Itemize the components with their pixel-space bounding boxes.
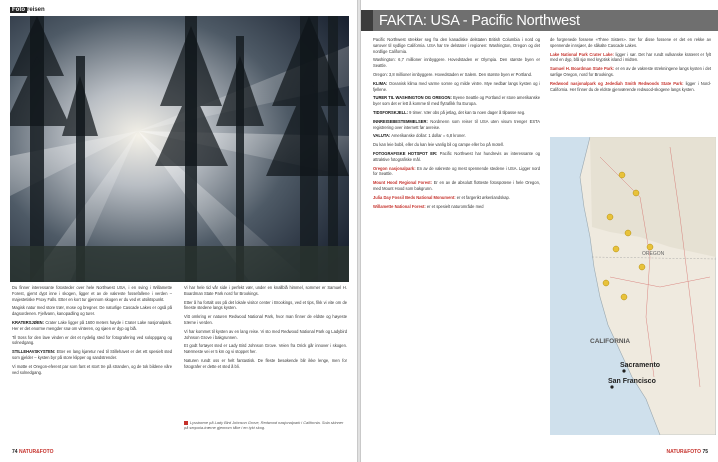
paragraph: [373, 204, 540, 210]
publication-name: NATUR&FOTO: [666, 449, 702, 455]
city-label-sacramento: Sacramento: [620, 362, 661, 369]
paragraph-body: Oceanisk klima med varme somre og milde vintre. Mye nedbør langs kysten og i fjellene.: [373, 80, 540, 92]
publication-name: NATUR&FOTO: [18, 449, 54, 455]
page-folio-right: [667, 449, 709, 455]
paragraph: [373, 95, 540, 107]
paragraph: [550, 52, 711, 64]
left-article-col1: [12, 285, 172, 453]
section-suffix: reisen: [27, 7, 45, 13]
state-label-california: CALIFORNIA: [590, 338, 631, 345]
lead-in: Mount Hood Regional Forest:: [373, 180, 432, 186]
paragraph-body: En av de vakreste og mest spennende stedene i USA. Ligger nord for Seattle.: [373, 165, 540, 177]
paragraph: Vi har kommet til kysten av en lang reise. Vi sto med Redwood National Park og Ladybird Johnson Grove i bakgrunnen.: [184, 328, 347, 340]
lead-in: Samuel H. Boardman State Park:: [550, 66, 615, 72]
paragraph: [550, 81, 711, 93]
state-label-oregon: OREGON: [642, 251, 665, 257]
paragraph-body: Byene Seattle og Portland er store amerikanske byer som det er lett å komme til med flytrafikk fra Europa.: [373, 95, 540, 107]
paragraph: [373, 133, 540, 139]
left-article-col2: [184, 285, 347, 413]
paragraph: Du kan leie bobil, eller du kan leie vanlig bil og campe eller bo på motell.: [373, 142, 504, 148]
title-accent: [361, 10, 373, 31]
paragraph-body: Nordmenn som reiser til USA uten visum trenger ESTA registrering over internett før avreise.: [373, 118, 540, 130]
paragraph: [373, 180, 540, 192]
paragraph: [550, 66, 711, 78]
paragraph-body: er et spesielt naturområde med: [426, 203, 484, 209]
paragraph: [373, 119, 540, 131]
paragraph: Oregon: 3,8 millioner innbyggere. Hovedstaden er Salem. Den største byen er Portland.: [373, 71, 533, 77]
section-tag: [10, 7, 45, 13]
caption-text: Lysstrøme på Lady Bird Johnson Grove, Redwood nasjonalpark i California. Sola skinner på sequoia-trærne gjennom tåke i en tykt skog.: [184, 420, 344, 431]
subheading: KRATERSJØEN:: [12, 319, 44, 325]
subheading: TIDSFORSKJELL:: [373, 109, 409, 115]
paragraph: Vi møtte et Oregon-eferent par som fant et stort tre på stranden, og de tok bildene våre ved solnedgang.: [12, 363, 172, 375]
paragraph: [373, 195, 540, 201]
paragraph: Til tross for den lave vinden er det et nydelig sted for fotografering ved soloppgang og solnedgang.: [12, 334, 172, 346]
region-map: [550, 137, 716, 435]
paragraph: Et godt fortøyet sted er Lady Bird Johnson Grove. Veien fra Orick går innover i skogen. Nærmeste vei er 5 km og vi stoppet her.: [184, 343, 347, 355]
paragraph-body: er et fargerikt ørkenlandskap.: [456, 194, 510, 200]
fact-title-bar: [361, 10, 718, 31]
subheading: KLIMA:: [373, 80, 388, 86]
paragraph-body: Etter en lang kjøretur ned til Stillehavet er det ett spesielt sted som gjelder – kysten byr på store klipper og sandstrender.: [12, 349, 172, 360]
paragraph: [373, 151, 540, 163]
subheading: VALUTA:: [373, 133, 391, 139]
fact-title: [379, 12, 580, 30]
subheading: TURER TIL WASHINGTON OG OREGON:: [373, 95, 452, 101]
paragraph-body: Pacific Northwest har hundrevis av interessante og attraktive fotografiske mål.: [373, 150, 540, 162]
paragraph: Vi har hele tid vår side i perfekt vær, under en knallblå himmel, sommer er Samuel H. Boardman State Park nord for Brookings.: [184, 285, 347, 296]
page-number: 75: [702, 449, 708, 455]
fact-col2: [550, 37, 711, 133]
lead-in: Redwood nasjonalpark og Jedediah Smith Redwoods State Park:: [550, 80, 684, 86]
paragraph: [373, 110, 540, 116]
paragraph: de forgrenede fossene «Three Sisters». Ser for disse fossene er det en rekke av spennende innsjøer, de såkalte Cascade Lakes.: [550, 37, 711, 48]
paragraph: [12, 349, 172, 361]
paragraph-body: Er en av de absolutt flotteste fotospotene i hele Oregon, med Mount Hood som bakgrunn.: [373, 180, 540, 191]
paragraph: [373, 166, 540, 178]
lead-in: Julia Day Fossil Beds National Monument:: [373, 194, 456, 200]
paragraph-body: Amerikanske dollar: 1 dollar = 6,8 kroner.: [391, 133, 466, 139]
lead-in: Oregon nasjonalpark:: [373, 165, 416, 171]
lead-in: Lake National Park Crater Lake:: [550, 51, 614, 57]
paragraph-body: ligger i Nord-California. Her finner du de eldste gjenværende redwood-skogene langs kysten.: [550, 80, 711, 92]
page-folio-left: [12, 449, 54, 455]
paragraph: Washington: 6,7 millioner innbyggere. Hovedstaden er Olympia. Den største byen er Seattle.: [373, 57, 540, 69]
city-label-san-francisco: San Francisco: [608, 378, 656, 385]
fact-col1: [373, 37, 540, 445]
right-page: [361, 0, 718, 462]
forest-photo: [10, 16, 349, 282]
subheading: FOTOGRAFISKE HOTSPOT ER:: [373, 150, 438, 156]
paragraph: Pacific Northwest strekker seg fra den kanadiske delstaten British Columbia i nord og sørover til sydlige California. USA har tre delstater i regionen: Washington, Oregon og det nordlige California.: [373, 37, 540, 54]
paragraph: Vitt omkring er naturen Redwood National Park, hvor man finner de eldste og høyeste trærne i verden.: [184, 314, 347, 325]
photo-caption: [184, 420, 344, 431]
title-main: USA - Pacific Northwest: [430, 13, 580, 29]
left-page: [0, 0, 357, 462]
paragraph: [373, 81, 540, 93]
paragraph: [12, 320, 172, 332]
paragraph: Magisk natur med store trær, mose og bregner. De naturlige Cascade Lakes er også på dagsordenen. Fjellvann, kanopadling og turer.: [12, 305, 172, 317]
paragraph-body: ligger i sør. Det har rundt vulkanske krateret er fylt med en dyp, blå sjø med kryptisk island i midten.: [550, 51, 711, 63]
subheading: INNREISEBESTEMMELSER:: [373, 118, 428, 124]
subheading: STILLEHAVSKYSTEN:: [12, 349, 56, 355]
paragraph: Du finner interessante fotosteder over hele Northwest USA, i en sving i Willamette Forest, gjemt dypt inne i skogen, ligger et av de vakreste fossefallene i verden – majestetiske Proxy Falls. Etter en kort tur gjennom skogen er du ved et utsiktspunkt.: [12, 285, 172, 302]
title-prefix: FAKTA:: [379, 13, 427, 29]
lead-in: Willamette National Forest:: [373, 203, 426, 209]
paragraph-body: 9 timer. Vær obs på jetlag, det kan ta noen dager å tilpasse seg.: [409, 109, 526, 115]
page-number: 74: [12, 449, 18, 455]
paragraph: Naturen rundt oss er helt fantastisk. De fleste besøkende blir ikke lenge, men for fotografer er dette et sted å bli.: [184, 357, 347, 369]
paragraph-body: er en av de vakreste strekningene langs kysten i det sørlige Oregon, nord for Brookings.: [550, 66, 711, 77]
paragraph-body: Crater Lake ligger på 1600 meters høyde i Crater Lake nasjonalpark. Her er det enorme mengder snø om vinteren, og sjøen er dyp og blå.: [12, 319, 172, 331]
section-prefix: Foto: [12, 7, 25, 13]
paragraph: Etter å ha fortalt oss på det lokale visitor center i Brookings, ved et tips, fikk vi vite om de fineste stedene langs kysten.: [184, 299, 347, 311]
